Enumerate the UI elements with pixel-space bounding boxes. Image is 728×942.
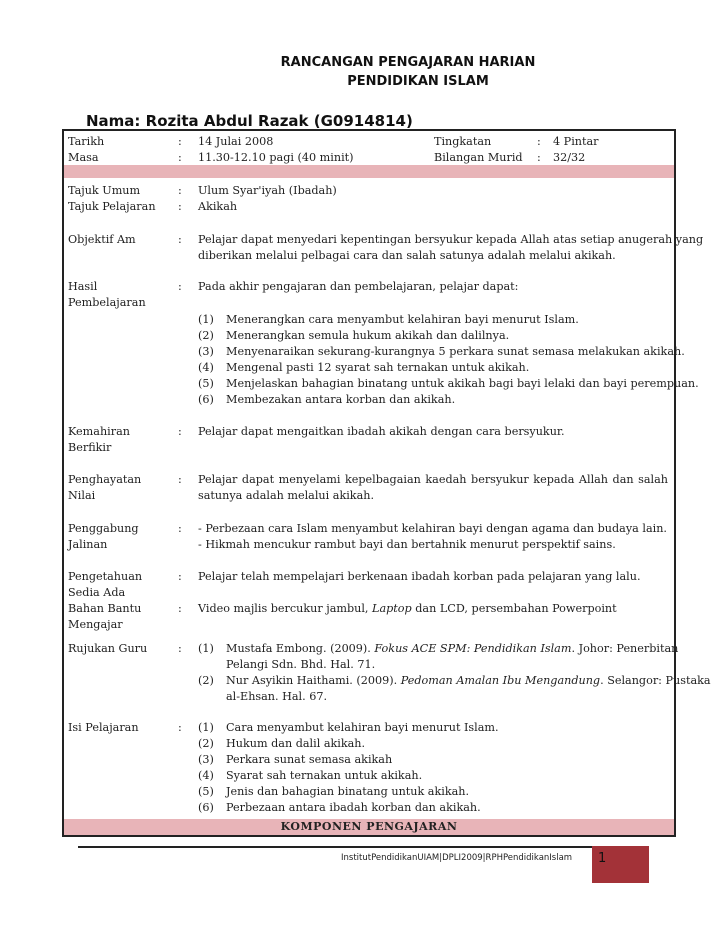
penghayatan-line1: Pelajar dapat menyelami kepelbagaian kaedah bersyukur kepada Allah dan salah [198, 473, 668, 486]
colon: : [537, 135, 541, 148]
colon: : [178, 184, 182, 197]
colon: : [178, 570, 182, 583]
tajuk-pelajaran-value: Akikah [198, 200, 238, 213]
bahan-label: Bahan Bantu [68, 602, 142, 615]
penghayatan-label: Penghayatan [68, 473, 142, 486]
isi-item: Hukum dan dalil akikah. [226, 737, 366, 750]
rujukan-book-title: Pedoman Amalan Ibu Mengandung [400, 674, 601, 687]
pengetahuan-label: Pengetahuan [68, 570, 143, 583]
hasil-label-2: Pembelajaran [68, 296, 146, 309]
section-divider-band [64, 165, 674, 178]
rujukan-book-title: Fokus ACE SPM: Pendidikan Islam [374, 642, 572, 655]
document-title: RANCANGAN PENGAJARAN HARIAN [280, 55, 536, 70]
kemahiran-label: Kemahiran [68, 425, 130, 438]
colon: : [178, 522, 182, 535]
bahan-value [198, 601, 617, 617]
hasil-item: Menerangkan cara menyambut kelahiran bayi menurut Islam. [226, 313, 579, 326]
bahan-label-2: Mengajar [68, 618, 123, 631]
hasil-item: Menyenaraikan sekurang-kurangnya 5 perkara sunat semasa melakukan akikah. [226, 345, 685, 358]
hasil-item: Menerangkan semula hukum akikah dan dalilnya. [226, 329, 510, 342]
objektif-label: Objektif Am [68, 233, 136, 246]
footer-rule [78, 846, 648, 848]
penggabung-line2: - Hikmah mencukur rambut bayi dan bertahnik menurut perspektif sains. [198, 538, 616, 551]
kemahiran-label-2: Berfikir [68, 441, 112, 454]
colon: : [178, 602, 182, 615]
colon: : [178, 135, 182, 148]
pengetahuan-label-2: Sedia Ada [68, 586, 126, 599]
isi-item: Perkara sunat semasa akikah [226, 753, 393, 766]
rujukan-text: Mustafa Embong. (2009). [226, 642, 371, 655]
hasil-item-number: (4) [198, 361, 214, 374]
hasil-item: Membezakan antara korban dan akikah. [226, 393, 456, 406]
rujukan-item-1-line2: Pelangi Sdn. Bhd. Hal. 71. [226, 658, 376, 671]
isi-item-number: (6) [198, 801, 214, 814]
isi-label: Isi Pelajaran [68, 721, 139, 734]
hasil-item-number: (2) [198, 329, 214, 342]
rujukan-text: Nur Asyikin Haithami. (2009). [226, 674, 398, 687]
document-subtitle: PENDIDIKAN ISLAM [347, 74, 489, 89]
bilangan-label: Bilangan Murid [434, 151, 523, 164]
isi-item: Cara menyambut kelahiran bayi menurut Islam. [226, 721, 499, 734]
penggabung-line1: - Perbezaan cara Islam menyambut kelahiran bayi dengan agama dan budaya lain. [198, 522, 667, 535]
teacher-name: Nama: Rozita Abdul Razak (G0914814) [86, 112, 413, 130]
penghayatan-line2: satunya adalah melalui akikah. [198, 489, 375, 502]
hasil-label: Hasil [68, 280, 98, 293]
penghayatan-label-2: Nilai [68, 489, 96, 502]
rujukan-text: . Johor: Penerbitan [571, 642, 679, 655]
rujukan-item-1 [226, 641, 678, 657]
colon: : [178, 233, 182, 246]
rujukan-item-number: (2) [198, 674, 214, 687]
hasil-item-number: (3) [198, 345, 214, 358]
tingkatan-value: 4 Pintar [553, 135, 599, 148]
hasil-intro: Pada akhir pengajaran dan pembelajaran, pelajar dapat: [198, 280, 519, 293]
isi-item: Perbezaan antara ibadah korban dan akikah. [226, 801, 481, 814]
isi-item-number: (5) [198, 785, 214, 798]
footer-text: InstitutPendidikanUIAM|DPLI2009|RPHPendidikanIslam [341, 853, 573, 863]
masa-label: Masa [68, 151, 99, 164]
isi-item: Syarat sah ternakan untuk akikah. [226, 769, 423, 782]
rujukan-text: . Selangor: Pustaka [600, 674, 711, 687]
colon: : [178, 280, 182, 293]
isi-item-number: (2) [198, 737, 214, 750]
colon: : [178, 151, 182, 164]
tingkatan-label: Tingkatan [434, 135, 492, 148]
objektif-line2: diberikan melalui pelbagai cara dan salah satunya adalah melalui akikah. [198, 249, 616, 262]
isi-item-number: (3) [198, 753, 214, 766]
penggabung-label: Penggabung [68, 522, 139, 535]
komponen-pengajaran-heading: KOMPONEN PENGAJARAN [64, 819, 674, 835]
isi-item-number: (1) [198, 721, 214, 734]
rujukan-label: Rujukan Guru [68, 642, 148, 655]
colon: : [178, 425, 182, 438]
tarikh-value: 14 Julai 2008 [198, 135, 274, 148]
bahan-text: dan LCD, persembahan Powerpoint [415, 602, 617, 615]
colon: : [178, 200, 182, 213]
bilangan-value: 32/32 [553, 151, 586, 164]
objektif-line1: Pelajar dapat menyedari kepentingan bersyukur kepada Allah atas setiap anugerah yang [198, 233, 704, 246]
penggabung-label-2: Jalinan [68, 538, 108, 551]
hasil-item: Menjelaskan bahagian binatang untuk akikah bagi bayi lelaki dan bayi perempuan. [226, 377, 699, 390]
rujukan-item-number: (1) [198, 642, 214, 655]
bahan-italic: Laptop [372, 602, 412, 615]
colon: : [178, 642, 182, 655]
hasil-item-number: (1) [198, 313, 214, 326]
rujukan-item-2-line2: al-Ehsan. Hal. 67. [226, 690, 328, 703]
isi-item-number: (4) [198, 769, 214, 782]
tajuk-pelajaran-label: Tajuk Pelajaran [68, 200, 156, 213]
bahan-text: Video majlis bercukur jambul, [198, 602, 369, 615]
colon: : [178, 473, 182, 486]
colon: : [178, 721, 182, 734]
tajuk-umum-label: Tajuk Umum [68, 184, 141, 197]
colon: : [537, 151, 541, 164]
masa-value: 11.30-12.10 pagi (40 minit) [198, 151, 354, 164]
pengetahuan-value: Pelajar telah mempelajari berkenaan ibadah korban pada pelajaran yang lalu. [198, 570, 641, 583]
tarikh-label: Tarikh [68, 135, 105, 148]
kemahiran-value: Pelajar dapat mengaitkan ibadah akikah dengan cara bersyukur. [198, 425, 565, 438]
hasil-item-number: (6) [198, 393, 214, 406]
rujukan-item-2 [226, 673, 711, 689]
tajuk-umum-value: Ulum Syar'iyah (Ibadah) [198, 184, 337, 197]
hasil-item-number: (5) [198, 377, 214, 390]
page-number: 1 [598, 851, 607, 866]
hasil-item: Mengenal pasti 12 syarat sah ternakan untuk akikah. [226, 361, 530, 374]
isi-item: Jenis dan bahagian binatang untuk akikah. [226, 785, 470, 798]
